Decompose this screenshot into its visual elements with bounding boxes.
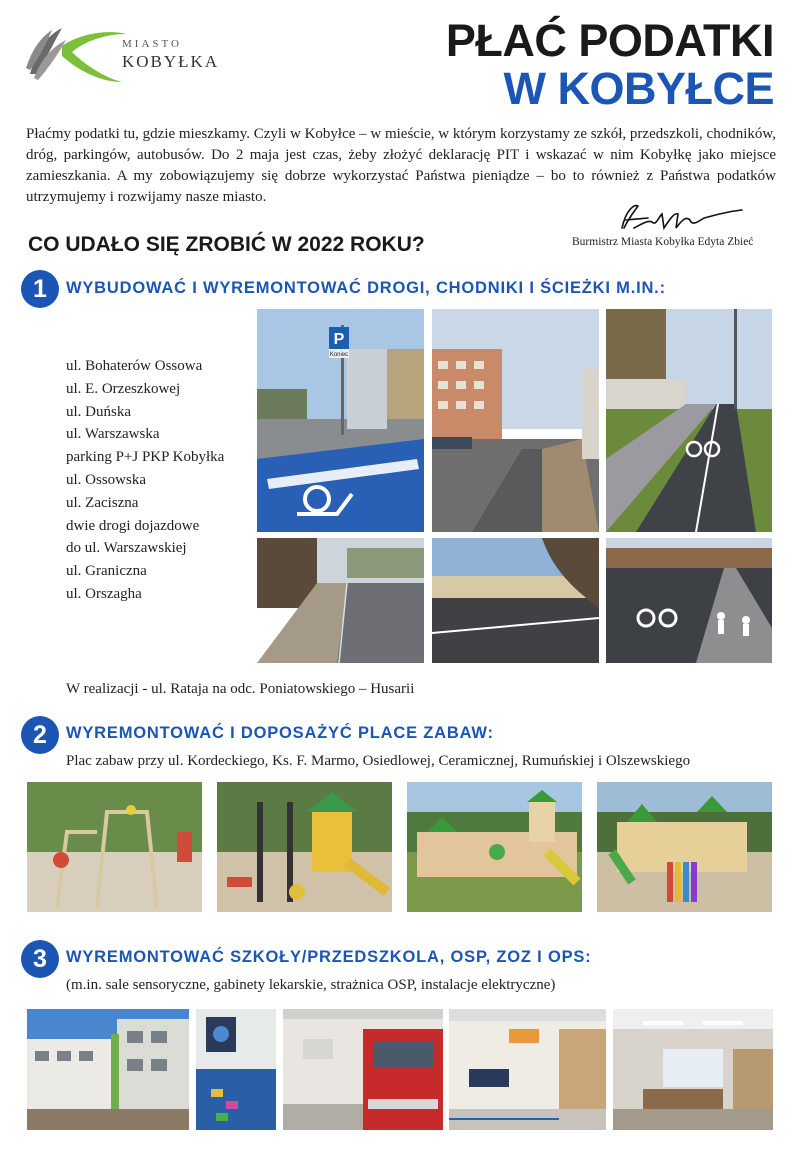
section-2-heading: WYREMONTOWAĆ I DOPOSAŻYĆ PLACE ZABAW: [66,724,494,742]
headline-line-2: W KOBYŁCE [503,63,774,114]
street-list [66,355,224,606]
headline [445,15,774,114]
signature-caption: Burmistrz Miasta Kobyłka Edyta Zbieć [572,236,754,248]
street-item: ul. Warszawska [66,426,160,443]
clinic-corridor-photo [449,1009,606,1130]
street-item: ul. Orszagha [66,585,142,602]
playground-photo-3 [407,782,582,912]
city-logo [22,22,222,90]
office-photo [613,1009,773,1130]
section-1-heading: WYBUDOWAĆ I WYREMONTOWAĆ DROGI, CHODNIKI I ŚCIEŻKI M.IN.: [66,279,666,297]
street-item: ul. Bohaterów Ossowa [66,358,203,374]
section-title: CO UDAŁO SIĘ ZROBIĆ W 2022 ROKU? [28,233,425,256]
playground-photo-4 [597,782,772,912]
section-3-heading: WYREMONTOWAĆ SZKOŁY/PRZEDSZKOLA, OSP, ZOZ I OPS: [66,948,592,966]
section-2-subtitle: Plac zabaw przy ul. Kordeckiego, Ks. F. Marmo, Osiedlowej, Ceramicznej, Rumuńskiej i Olszewskiego [66,753,691,769]
headline-line-1: PŁAĆ PODATKI [445,15,774,66]
fire-station-photo [283,1009,443,1130]
street-item: do ul. Warszawskiej [66,540,187,557]
parking-sign-letter: P [333,331,345,348]
logo-top-text: MIASTO [122,38,182,50]
playground-photo-1 [27,782,202,912]
school-building-photo [27,1009,189,1130]
street-item: ul. E. Orzeszkowej [66,380,181,397]
parking-photo [257,309,424,532]
bike-path-photo [606,309,772,532]
bike-markings-photo [606,538,772,663]
street-photo-apartments [432,309,599,532]
section-3-number: 3 [21,940,59,978]
sensory-room-photo [196,1009,276,1130]
logo-name-text: KOBYŁKA [122,52,220,71]
street-item: parking P+J PKP Kobyłka [66,449,225,466]
section-2-number: 2 [21,716,59,754]
street-item: ul. Ossowska [66,471,147,488]
in-progress-note: W realizacji - ul. Rataja na odc. Poniatowskiego – Husarii [66,681,415,697]
parking-sign-sub: Koniec [329,352,349,358]
street-item: dwie drogi dojazdowe [66,517,200,534]
intro-paragraph: Płaćmy podatki tu, gdzie mieszkamy. Czyli w Kobyłce – w mieście, w którym korzystamy ze szkół, przedszkoli, chodników, dróg, parkingów, autobusów. Do 2 maja jest czas, żeby złożyć deklarację PIT i wskazać w nim Kobyłkę jako miejsce zamieszkania. A my zobowiązujemy się dobrze wykorzystać Państwa pieniądze – bo to również z Państwa podatków utrzymujemy i rozwijamy nasze miasto. [26,126,776,205]
street-item: ul. Duńska [66,403,131,420]
mayor-signature [612,198,752,238]
road-tree-photo [432,538,599,663]
paved-path-photo [257,538,424,663]
playground-photo-2 [217,782,392,912]
street-item: ul. Zaciszna [66,494,139,511]
section-3-subtitle: (m.in. sale sensoryczne, gabinety lekarskie, strażnica OSP, instalacje elektryczne) [66,977,556,993]
street-item: ul. Graniczna [66,563,147,580]
section-1-number: 1 [21,270,59,308]
